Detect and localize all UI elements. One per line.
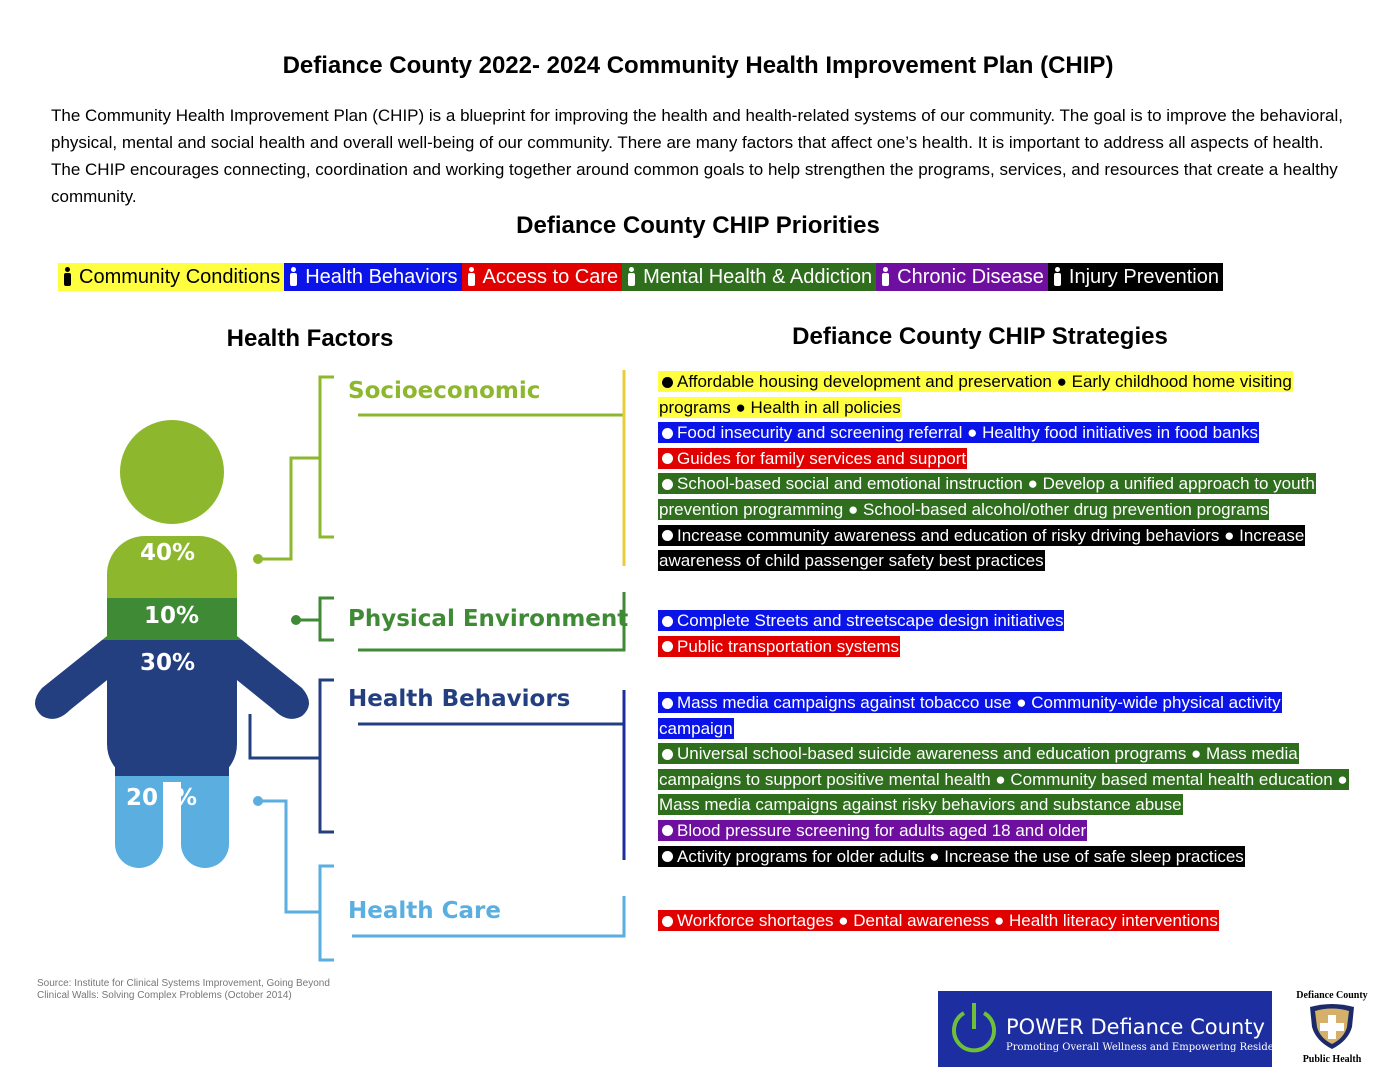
strategy-line [658, 446, 1358, 472]
health-care-percent: 20 % [126, 785, 198, 811]
bullet-icon [662, 479, 673, 490]
bullet-icon [662, 530, 673, 541]
person-icon [62, 267, 73, 287]
person-icon [880, 267, 891, 287]
physical-environment-percent: 10% [144, 603, 200, 629]
socioeconomic-percent: 40% [140, 540, 196, 566]
strategy-line [658, 420, 1358, 446]
power-icon [948, 999, 1000, 1059]
priority-label: Access to Care [482, 266, 619, 288]
intro-paragraph: The Community Health Improvement Plan (CHIP) is a blueprint for improving the health and health-related systems of our community. The goal is to improve the behavioral, physical, mental and social health and overall well-being of our community. There are many factors that affect one’s health. It is important to address all aspects of health. The CHIP encourages connecting, coordination and working together around common goals to help strengthen the programs, services, and resources that create a healthy community. [51, 106, 1343, 206]
bullet-icon [662, 749, 673, 760]
person-icon [626, 267, 637, 287]
health-care-label: Health Care [348, 898, 501, 924]
strategy-highlight: Mass media campaigns against tobacco use ● Community-wide physical activity campaign [659, 693, 1281, 738]
priorities-legend [58, 263, 1223, 291]
bullet-icon [662, 428, 673, 439]
bullet-icon [662, 616, 673, 627]
priority-mental-health-addiction [622, 263, 876, 291]
strategy-highlight: Universal school-based suicide awareness and education programs ● Mass media campaigns to support positive mental health ● Community based mental health education ● Mass media campaigns against risky behaviors and substance abuse [659, 744, 1348, 815]
bullet-icon [662, 641, 673, 652]
health-factors-heading: Health Factors [226, 325, 394, 352]
bullet-icon [662, 453, 673, 464]
strategy-highlight: Workforce shortages ● Dental awareness ● Health literacy interventions [658, 910, 1219, 931]
strategy-line [658, 608, 1358, 634]
health-care-connector [258, 801, 624, 960]
page-title: Defiance County 2022- 2024 Community Health Improvement Plan (CHIP) [282, 52, 1114, 79]
health-care-strategies [658, 908, 1358, 934]
power-tagline: Promoting Overall Wellness and Empowering Residents [1006, 1042, 1290, 1053]
strategy-highlight: Activity programs for older adults ● Increase the use of safe sleep practices [658, 846, 1245, 867]
strategy-line [658, 818, 1358, 844]
physical-environment-label: Physical Environment [348, 606, 629, 632]
shield-icon [1306, 1001, 1358, 1051]
bullet-icon [662, 825, 673, 836]
priority-label: Mental Health & Addiction [643, 266, 873, 288]
priority-chronic-disease [876, 263, 1048, 291]
priority-label: Community Conditions [79, 266, 281, 288]
strategy-highlight: Guides for family services and support [658, 448, 967, 469]
strategy-line [658, 908, 1358, 934]
health-behaviors-percent: 30% [140, 650, 196, 676]
health-factors-figure [0, 360, 640, 970]
priorities-heading: Defiance County CHIP Priorities [516, 212, 880, 239]
bullet-icon [662, 377, 673, 388]
power-defiance-logo [938, 991, 1290, 1067]
power-name: POWER Defiance County [1006, 1015, 1265, 1039]
strategy-highlight: School-based social and emotional instruction ● Develop a unified approach to youth prevention programming ● School-based alcohol/other drug prevention programs [659, 474, 1315, 519]
logo-bottom-text: Public Health [1302, 1054, 1362, 1065]
socioeconomic-segment [0, 400, 340, 598]
defiance-county-public-health-logo [1284, 990, 1380, 1072]
strategy-line [658, 844, 1358, 870]
priority-injury-prevention [1048, 263, 1223, 291]
physical-environment-strategies [658, 608, 1358, 659]
priority-community-conditions [58, 263, 284, 291]
priority-access-to-care [462, 263, 623, 291]
socioeconomic-strategies [658, 369, 1358, 574]
logo-top-text: Defiance County [1296, 990, 1368, 1001]
bullet-icon [662, 916, 673, 927]
strategy-highlight: Complete Streets and streetscape design initiatives [658, 610, 1064, 631]
priority-label: Chronic Disease [897, 266, 1044, 288]
priority-health-behaviors [284, 263, 461, 291]
health-behaviors-label: Health Behaviors [348, 686, 571, 712]
strategy-highlight: Affordable housing development and preservation ● Early childhood home visiting programs ● Health in all policies [659, 372, 1292, 417]
priority-label: Injury Prevention [1068, 266, 1219, 288]
bullet-icon [662, 698, 673, 709]
strategy-line [658, 690, 1358, 741]
strategy-highlight: Public transportation systems [658, 636, 900, 657]
person-icon [1052, 267, 1063, 287]
strategy-line [658, 634, 1358, 660]
person-icon [288, 267, 299, 287]
strategy-line [658, 369, 1358, 420]
bullet-icon [662, 851, 673, 862]
strategies-heading: Defiance County CHIP Strategies [792, 323, 1168, 350]
strategy-line [658, 741, 1358, 818]
person-icon [466, 267, 477, 287]
strategy-line [658, 523, 1358, 574]
health-behaviors-strategies [658, 690, 1358, 869]
figure-source: Source: Institute for Clinical Systems Improvement, Going Beyond Clinical Walls: Solving Complex Problems (October 2014) [37, 978, 330, 1001]
socioeconomic-label: Socioeconomic [348, 378, 541, 404]
strategy-line [658, 471, 1358, 522]
strategy-highlight: Food insecurity and screening referral ● Healthy food initiatives in food banks [658, 422, 1259, 443]
priority-label: Health Behaviors [305, 266, 458, 288]
strategy-highlight: Blood pressure screening for adults aged 18 and older [658, 820, 1087, 841]
strategy-highlight: Increase community awareness and education of risky driving behaviors ● Increase awareness of child passenger safety best practices [659, 525, 1305, 571]
